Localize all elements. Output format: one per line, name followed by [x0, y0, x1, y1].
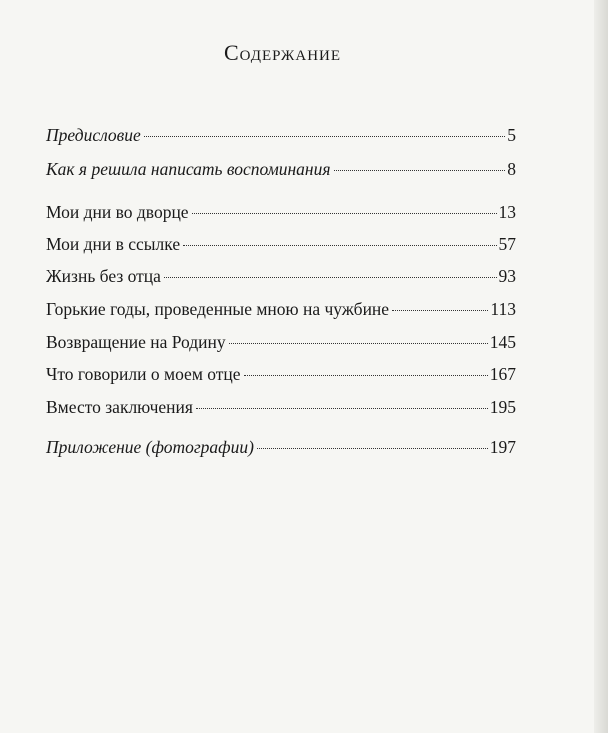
toc-page-number: 8	[507, 159, 516, 179]
dot-leader	[144, 136, 505, 137]
toc-entry-about-father[interactable]	[46, 363, 516, 385]
dot-leader	[257, 448, 488, 449]
toc-entry-label: Мои дни в ссылке	[46, 234, 181, 254]
dot-leader	[183, 245, 496, 246]
dot-leader	[164, 277, 497, 278]
toc-page-number: 113	[490, 299, 516, 319]
toc-entry-instead-of-conclusion[interactable]	[46, 396, 516, 418]
toc-entry-label: Приложение (фотографии)	[46, 437, 254, 457]
toc-entry-label: Предисловие	[46, 125, 141, 145]
toc-page-number: 167	[489, 364, 516, 384]
dot-leader	[392, 310, 488, 311]
toc-entry-life-without-father[interactable]	[46, 265, 516, 287]
toc-page-number: 57	[498, 234, 516, 254]
dot-leader	[229, 343, 488, 344]
toc-entry-preface[interactable]	[46, 124, 516, 146]
dot-leader	[192, 213, 497, 214]
toc-entry-label: Жизнь без отца	[46, 266, 161, 286]
toc-entry-label: Что говорили о моем отце	[46, 364, 241, 384]
toc-entry-exile-days[interactable]	[46, 233, 516, 255]
toc-page-number: 13	[498, 202, 516, 222]
toc-page-number: 197	[489, 437, 516, 457]
page-title: Содержание	[223, 40, 342, 65]
toc-page-number: 5	[507, 125, 516, 145]
toc-entry-label: Горькие годы, проведенные мною на чужбине	[46, 299, 390, 319]
toc-entry-appendix-photos[interactable]	[46, 436, 516, 458]
page-edge-shadow	[594, 0, 608, 733]
dot-leader	[334, 170, 506, 171]
toc-entry-bitter-years[interactable]	[46, 298, 516, 320]
toc-page-number: 145	[489, 332, 516, 352]
dot-leader	[196, 408, 488, 409]
toc-entry-label: Вместо заключения	[46, 397, 193, 417]
dot-leader	[244, 375, 488, 376]
toc-entry-label: Мои дни во дворце	[46, 202, 189, 222]
toc-page-number: 195	[489, 397, 516, 417]
toc-entry-label: Возвращение на Родину	[46, 332, 226, 352]
toc-entry-how-i-decided[interactable]	[46, 158, 516, 180]
toc-entry-label: Как я решила написать воспоминания	[46, 159, 331, 179]
toc-page-number: 93	[498, 266, 516, 286]
toc-entry-palace-days[interactable]	[46, 201, 516, 223]
toc-entry-return-home[interactable]	[46, 331, 516, 353]
